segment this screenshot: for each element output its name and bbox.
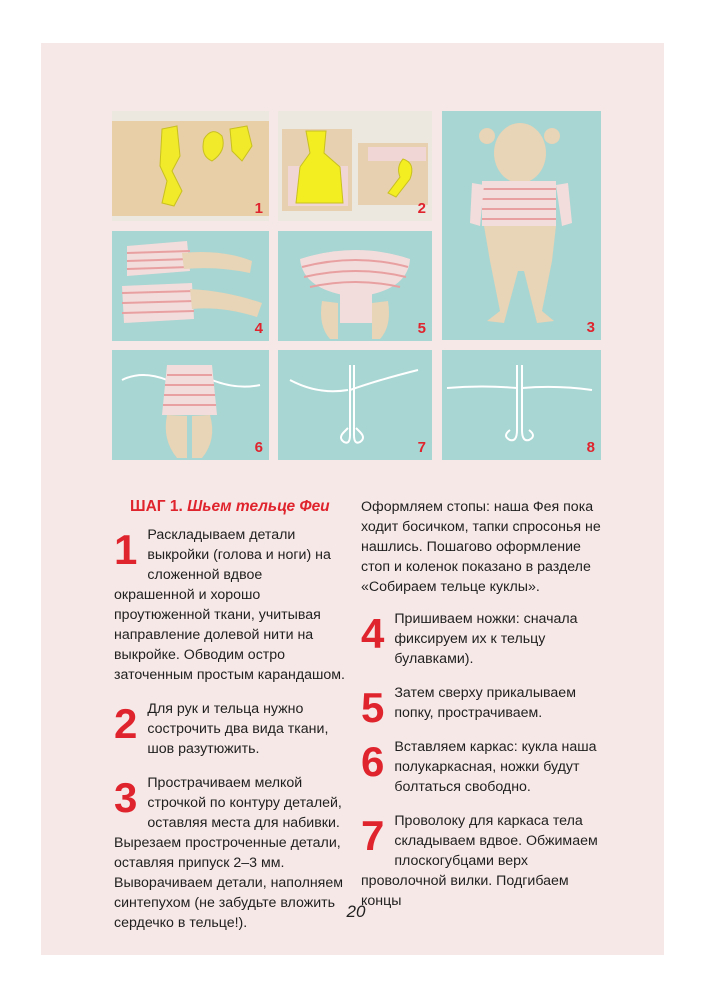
instruction-text: Раскладываем детали выкройки (голова и ноги) на сложенной вдвое окрашенной и хорошо проутюженной ткани, учитывая направление долевой нити на выкройке. Обводим остро заточенным простым карандашом. <box>114 527 345 683</box>
intro-text: Оформляем стопы: наша Фея пока ходит босичком, тапки спросонья не нашлись. Пошагово оформление стоп и коленок показано в разделе «Собираем тельце куклы». <box>361 499 601 595</box>
instruction-text: Затем сверху прикалываем попку, прострачиваем. <box>394 685 576 721</box>
instruction-5 <box>361 683 601 731</box>
instruction-6 <box>361 737 601 797</box>
instruction-number: 1 <box>114 526 138 573</box>
photo-8 <box>442 350 601 460</box>
instruction-text: Пришиваем ножки: сначала фиксируем их к тельцу булавками). <box>394 611 578 667</box>
step-heading-prefix: ШАГ 1. <box>130 498 183 515</box>
photo-2 <box>278 111 432 221</box>
right-column <box>361 497 601 925</box>
left-column <box>114 497 346 947</box>
instruction-text: Для рук и тельца нужно сострочить два вида ткани, шов разутюжить. <box>147 701 329 757</box>
instruction-number: 6 <box>361 738 385 785</box>
step-heading-title: Шьем тельце Феи <box>187 498 330 515</box>
photo-number: 4 <box>254 320 263 337</box>
photo-4 <box>112 231 269 341</box>
step-heading <box>130 497 346 517</box>
photo-number: 8 <box>586 439 595 456</box>
instruction-text: Прострачиваем мелкой строчкой по контуру деталей, оставляя места для набивки. Вырезаем простроченные детали, оставляя припуск 2–3 мм. Выворачиваем детали, наполняем синтепухом (не забудьте вложить сердечко в тельце!). <box>114 775 344 931</box>
photo-3 <box>442 111 601 340</box>
photo-number: 3 <box>586 319 595 336</box>
instruction-7 <box>361 811 601 911</box>
instruction-text: Проволоку для каркаса тела складываем вдвое. Обжимаем плоскогубцами верх проволочной вилки. Подгибаем концы <box>361 813 598 909</box>
photo-number: 1 <box>254 200 263 217</box>
instruction-text: Вставляем каркас: кукла наша полукаркасная, ножки будут болтаться свободно. <box>394 739 597 795</box>
photo-6 <box>112 350 269 460</box>
photo-number: 5 <box>417 320 426 337</box>
page-number: 20 <box>346 902 366 921</box>
instruction-2 <box>114 699 346 759</box>
photo-7 <box>278 350 432 460</box>
photo-5 <box>278 231 432 341</box>
photo-number: 2 <box>417 200 426 217</box>
instruction-number: 5 <box>361 684 385 731</box>
instruction-1 <box>114 525 346 685</box>
instruction-number: 2 <box>114 700 138 747</box>
photo-number: 6 <box>254 439 263 456</box>
instruction-number: 4 <box>361 610 385 657</box>
photo-number: 7 <box>417 439 426 456</box>
instruction-4 <box>361 609 601 669</box>
instruction-number: 3 <box>114 774 138 821</box>
photo-1 <box>112 111 269 221</box>
instruction-number: 7 <box>361 812 385 859</box>
